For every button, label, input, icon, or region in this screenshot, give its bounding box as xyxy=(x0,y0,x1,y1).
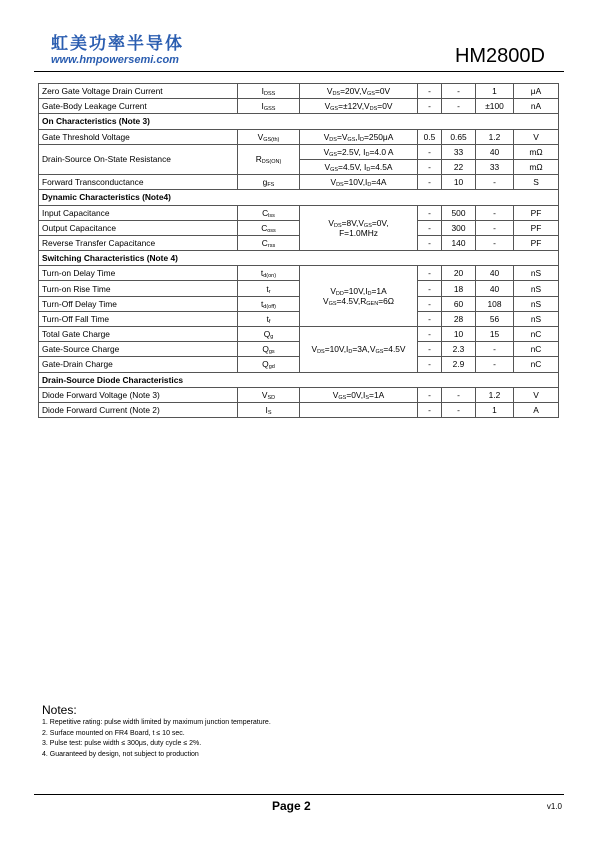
max-cell: - xyxy=(476,220,514,235)
note-item: 4. Guaranteed by design, not subject to production xyxy=(42,750,199,758)
unit-cell: nS xyxy=(514,311,559,326)
table-row xyxy=(39,327,559,342)
typ-cell: 18 xyxy=(442,281,476,296)
condition-cell: $V_{DS}=10V,I_D=3A,V_{GS}=4.5V$ xyxy=(300,327,418,373)
min-cell: - xyxy=(418,144,442,159)
condition-cell: $V_{DS}=V_{GS},I_D=250\mu A$ xyxy=(300,129,418,144)
table-row xyxy=(39,387,559,402)
min-cell: - xyxy=(418,84,442,99)
typ-cell: - xyxy=(442,99,476,114)
max-cell: - xyxy=(476,342,514,357)
symbol-cell: $t_r$ xyxy=(238,281,300,296)
symbol-cell: $Q_{gd}$ xyxy=(238,357,300,372)
unit-cell: PF xyxy=(514,220,559,235)
unit-cell: S xyxy=(514,175,559,190)
typ-cell: 2.9 xyxy=(442,357,476,372)
max-cell: 1.2 xyxy=(476,387,514,402)
company-website: www.hmpowersemi.com xyxy=(51,54,179,66)
condition-cell: $V_{DS}=8V,V_{GS}=0V$, F=1.0MHz xyxy=(300,205,418,251)
parameter-cell: Diode Forward Current (Note 2) xyxy=(39,402,238,417)
section-title: Switching Characteristics (Note 4) xyxy=(39,251,559,266)
typ-cell: 33 xyxy=(442,144,476,159)
section-row xyxy=(39,190,559,205)
max-cell: 1 xyxy=(476,402,514,417)
section-title: Dynamic Characteristics (Note4) xyxy=(39,190,559,205)
table-row xyxy=(39,281,559,296)
parameter-cell: Zero Gate Voltage Drain Current xyxy=(39,84,238,99)
section-row xyxy=(39,251,559,266)
min-cell: 0.5 xyxy=(418,129,442,144)
condition-cell xyxy=(300,402,418,417)
parameter-cell: Gate Threshold Voltage xyxy=(39,129,238,144)
symbol-cell: $Q_{gs}$ xyxy=(238,342,300,357)
max-cell: - xyxy=(476,357,514,372)
symbol-cell: $C_{lss}$ xyxy=(238,205,300,220)
max-cell: - xyxy=(476,235,514,250)
symbol-cell: $V_{GS(th)}$ xyxy=(238,129,300,144)
symbol-cell: $C_{oss}$ xyxy=(238,220,300,235)
min-cell: - xyxy=(418,281,442,296)
part-number: HM2800D xyxy=(454,45,545,67)
symbol-cell: $t_{d(off)}$ xyxy=(238,296,300,311)
unit-cell: nC xyxy=(514,342,559,357)
min-cell: - xyxy=(418,99,442,114)
unit-cell: nS xyxy=(514,281,559,296)
symbol-cell: $t_f$ xyxy=(238,311,300,326)
condition-cell: $V_{DD}=10V,I_D=1A$ $V_{GS}=4.5V,R_{GEN}=6\Omega$ xyxy=(300,266,418,327)
min-cell: - xyxy=(418,387,442,402)
section-title: On Characteristics (Note 3) xyxy=(39,114,559,129)
section-row xyxy=(39,372,559,387)
unit-cell: nS xyxy=(514,266,559,281)
min-cell: - xyxy=(418,357,442,372)
typ-cell: 20 xyxy=(442,266,476,281)
typ-cell: 2.3 xyxy=(442,342,476,357)
parameter-cell: Input Capacitance xyxy=(39,205,238,220)
min-cell: - xyxy=(418,175,442,190)
symbol-cell: $g_{FS}$ xyxy=(238,175,300,190)
typ-cell: 22 xyxy=(442,159,476,174)
unit-cell: V xyxy=(514,387,559,402)
parameter-cell: Output Capacitance xyxy=(39,220,238,235)
unit-cell: μA xyxy=(514,84,559,99)
note-item: 3. Pulse test: pulse width ≤ 300μs, duty cycle ≤ 2%. xyxy=(42,740,202,747)
min-cell: - xyxy=(418,235,442,250)
unit-cell: A xyxy=(514,402,559,417)
page-number: Page 2 xyxy=(272,799,311,813)
parameter-cell: Reverse Transfer Capacitance xyxy=(39,235,238,250)
unit-cell: V xyxy=(514,129,559,144)
table-row xyxy=(39,296,559,311)
section-title: Drain-Source Diode Characteristics xyxy=(39,372,559,387)
typ-cell: 60 xyxy=(442,296,476,311)
document-version: v1.0 xyxy=(546,802,562,811)
min-cell: - xyxy=(418,402,442,417)
parameter-cell: Gate-Source Charge xyxy=(39,342,238,357)
parameter-cell: Turn-Off Delay Time xyxy=(39,296,238,311)
unit-cell: nC xyxy=(514,327,559,342)
typ-cell: - xyxy=(442,84,476,99)
symbol-cell: $C_{rss}$ xyxy=(238,235,300,250)
unit-cell: nS xyxy=(514,296,559,311)
parameter-cell: Turn-Off Fall Time xyxy=(39,311,238,326)
table-row xyxy=(39,402,559,417)
typ-cell: 10 xyxy=(442,327,476,342)
footer-divider xyxy=(34,794,564,795)
parameter-cell: Total Gate Charge xyxy=(39,327,238,342)
max-cell: 1.2 xyxy=(476,129,514,144)
max-cell: ±100 xyxy=(476,99,514,114)
note-item: 1. Repetitive rating: pulse width limited by maximum junction temperature. xyxy=(42,719,271,726)
parameter-cell: Diode Forward Voltage (Note 3) xyxy=(39,387,238,402)
note-item: 2. Surface mounted on FR4 Board, t ≤ 10 sec. xyxy=(42,729,185,737)
table-row xyxy=(39,99,559,114)
table-row xyxy=(39,357,559,372)
parameter-cell: Forward Transconductance xyxy=(39,175,238,190)
symbol-cell: $V_{SD}$ xyxy=(238,387,300,402)
max-cell: 56 xyxy=(476,311,514,326)
company-name-cn: 虹美功率半导体 xyxy=(51,34,184,54)
typ-cell: 300 xyxy=(442,220,476,235)
parameter-cell: Turn-on Rise Time xyxy=(39,281,238,296)
condition-cell: $V_{GS}=\pm 12V,V_{DS}=0V$ xyxy=(300,99,418,114)
electrical-characteristics-table xyxy=(38,83,559,418)
min-cell: - xyxy=(418,159,442,174)
min-cell: - xyxy=(418,205,442,220)
header-divider xyxy=(34,71,564,72)
unit-cell: nC xyxy=(514,357,559,372)
typ-cell: 28 xyxy=(442,311,476,326)
min-cell: - xyxy=(418,296,442,311)
min-cell: - xyxy=(418,266,442,281)
symbol-cell: $I_{GSS}$ xyxy=(238,99,300,114)
unit-cell: PF xyxy=(514,205,559,220)
max-cell: 40 xyxy=(476,266,514,281)
table-row xyxy=(39,144,559,159)
max-cell: - xyxy=(476,205,514,220)
parameter-cell: Gate-Drain Charge xyxy=(39,357,238,372)
section-row xyxy=(39,114,559,129)
typ-cell: 10 xyxy=(442,175,476,190)
parameter-cell: Turn-on Delay Time xyxy=(39,266,238,281)
table-row xyxy=(39,235,559,250)
company-logo xyxy=(51,34,184,67)
symbol-cell: $Q_g$ xyxy=(238,327,300,342)
symbol-cell: $t_{d(on)}$ xyxy=(238,266,300,281)
parameter-cell: Drain-Source On-State Resistance xyxy=(39,144,238,174)
table-row xyxy=(39,220,559,235)
notes-section xyxy=(42,703,271,760)
max-cell: - xyxy=(476,175,514,190)
typ-cell: 0.65 xyxy=(442,129,476,144)
table-row xyxy=(39,342,559,357)
min-cell: - xyxy=(418,220,442,235)
unit-cell: mΩ xyxy=(514,144,559,159)
condition-cell: $V_{DS}=10V,I_D=4A$ xyxy=(300,175,418,190)
typ-cell: - xyxy=(442,402,476,417)
condition-cell: $V_{GS}=0V,I_S=1A$ xyxy=(300,387,418,402)
symbol-cell: $R_{DS(ON)}$ xyxy=(238,144,300,174)
table-row xyxy=(39,205,559,220)
condition-cell: $V_{GS}=2.5V$, $I_D=4.0$ A xyxy=(300,144,418,159)
table-row xyxy=(39,311,559,326)
condition-cell: $V_{GS}=4.5V$, $I_D=4.5A$ xyxy=(300,159,418,174)
notes-title: Notes: xyxy=(42,703,77,717)
max-cell: 33 xyxy=(476,159,514,174)
condition-cell: $V_{DS}=20V,V_{GS}=0V$ xyxy=(300,84,418,99)
table-row xyxy=(39,266,559,281)
unit-cell: nA xyxy=(514,99,559,114)
parameter-cell: Gate-Body Leakage Current xyxy=(39,99,238,114)
typ-cell: - xyxy=(442,387,476,402)
max-cell: 15 xyxy=(476,327,514,342)
unit-cell: mΩ xyxy=(514,159,559,174)
table-row xyxy=(39,175,559,190)
max-cell: 40 xyxy=(476,144,514,159)
typ-cell: 140 xyxy=(442,235,476,250)
max-cell: 108 xyxy=(476,296,514,311)
table-row xyxy=(39,129,559,144)
symbol-cell: $I_S$ xyxy=(238,402,300,417)
max-cell: 40 xyxy=(476,281,514,296)
typ-cell: 500 xyxy=(442,205,476,220)
symbol-cell: $I_{DSS}$ xyxy=(238,84,300,99)
table-row xyxy=(39,84,559,99)
min-cell: - xyxy=(418,327,442,342)
unit-cell: PF xyxy=(514,235,559,250)
max-cell: 1 xyxy=(476,84,514,99)
min-cell: - xyxy=(418,342,442,357)
min-cell: - xyxy=(418,311,442,326)
